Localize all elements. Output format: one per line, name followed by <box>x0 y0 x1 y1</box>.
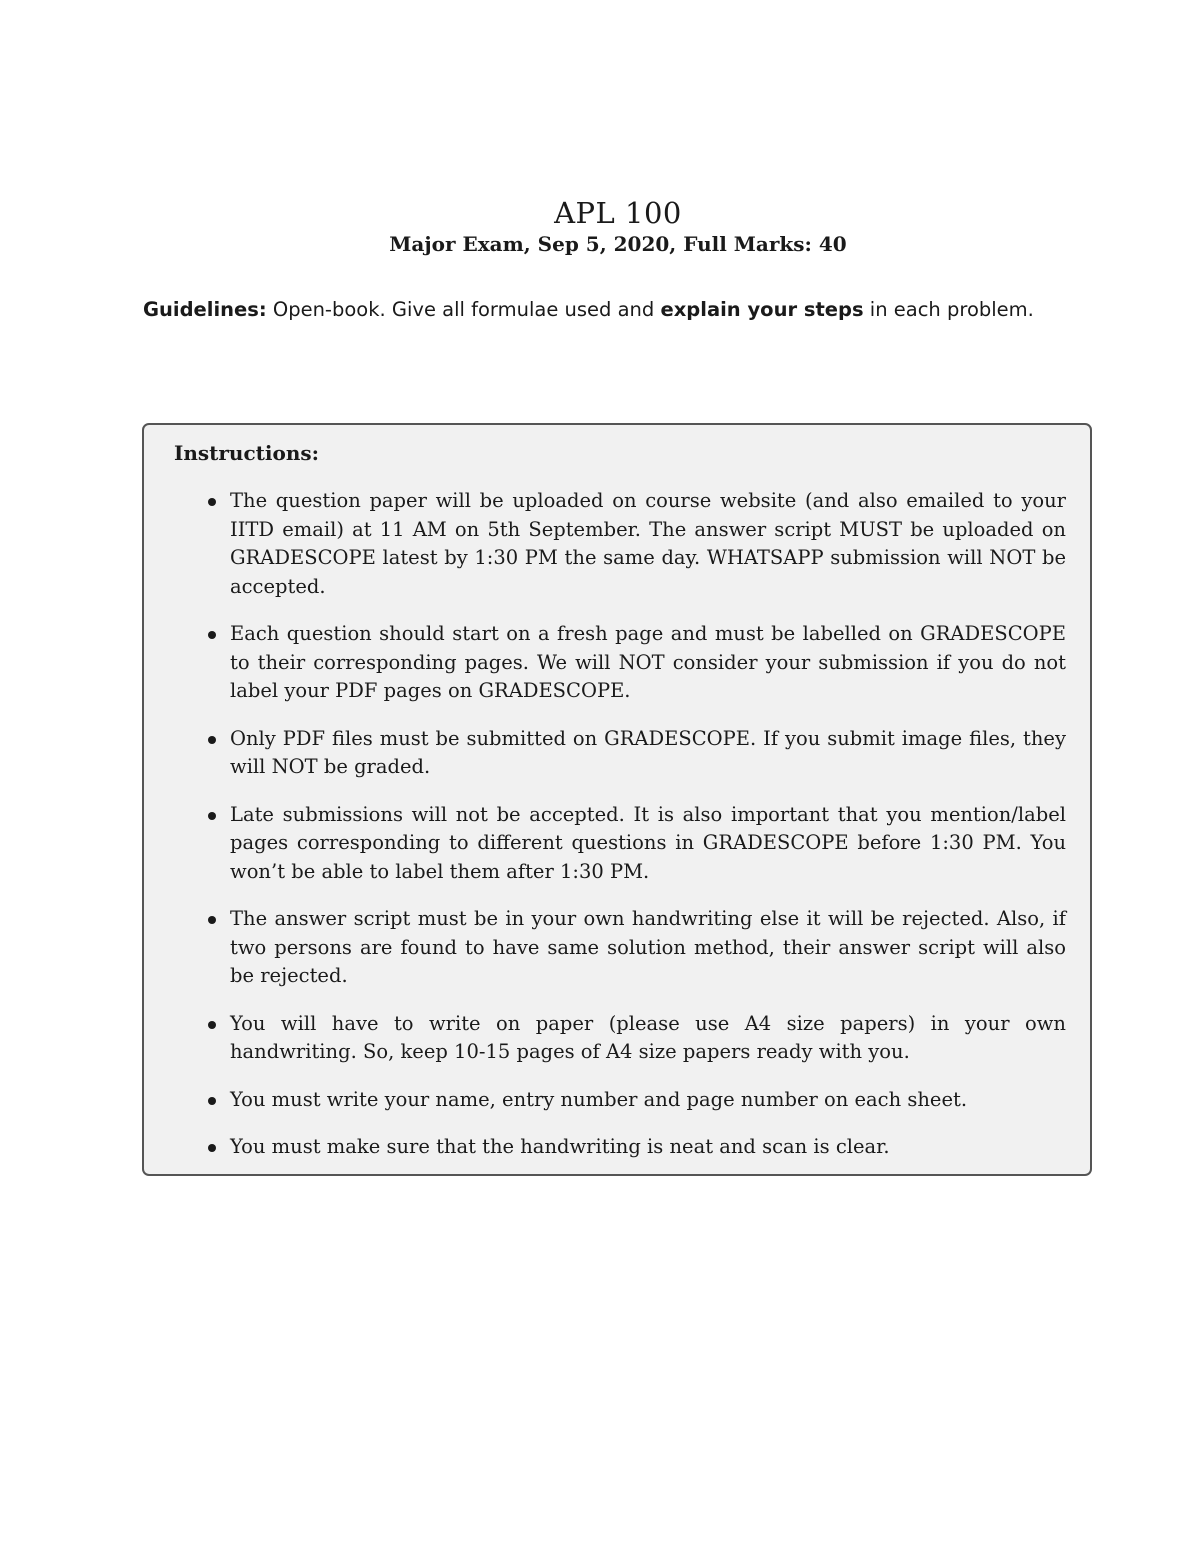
guidelines-label: Guidelines: <box>143 298 267 321</box>
bullet-icon <box>208 631 216 639</box>
guidelines-text-start: Open-book. Give all formulae used and <box>266 298 661 321</box>
instruction-item <box>204 905 1066 991</box>
instructions-box <box>142 423 1092 1176</box>
guidelines <box>143 298 1103 321</box>
page-title: APL 100 <box>554 196 682 230</box>
bullet-icon <box>208 812 216 820</box>
instruction-text: You must make sure that the handwriting is neat and scan is clear. <box>230 1135 890 1158</box>
instructions-list <box>204 487 1066 1181</box>
instruction-text: The question paper will be uploaded on course website (and also emailed to your IITD email) at 11 AM on 5th September. The answer script MUST be uploaded on GRADESCOPE latest by 1:30 PM the same day. WHATSAPP submission will NOT be accepted. <box>230 489 1066 598</box>
instruction-item <box>204 487 1066 601</box>
instruction-text: Only PDF files must be submitted on GRADESCOPE. If you submit image files, they will NOT be graded. <box>230 726 1066 778</box>
instruction-item <box>204 620 1066 706</box>
instruction-item <box>204 725 1066 782</box>
instructions-heading: Instructions: <box>174 441 320 465</box>
bullet-icon <box>208 1144 216 1152</box>
bullet-icon <box>208 498 216 506</box>
instruction-text: You will have to write on paper (please use A4 size papers) in your own handwriting. So, keep 10-15 pages of A4 size papers ready with you. <box>230 1011 1066 1063</box>
bullet-icon <box>208 1021 216 1029</box>
instruction-item <box>204 1010 1066 1067</box>
guidelines-emphasis: explain your steps <box>660 298 864 321</box>
instruction-item <box>204 1133 1066 1162</box>
exam-subtitle: Major Exam, Sep 5, 2020, Full Marks: 40 <box>389 232 847 256</box>
instruction-text: You must write your name, entry number and page number on each sheet. <box>230 1087 968 1111</box>
instruction-text: The answer script must be in your own handwriting else it will be rejected. Also, if two persons are found to have same solution method, their answer script will also be rejected. <box>230 907 1066 987</box>
bullet-icon <box>208 736 216 744</box>
instruction-text: Late submissions will not be accepted. It is also important that you mention/label pages corresponding to different questions in GRADESCOPE before 1:30 PM. You won’t be able to label them after 1:30 PM. <box>230 802 1066 883</box>
bullet-icon <box>208 916 216 924</box>
bullet-icon <box>208 1097 216 1105</box>
instruction-item <box>204 1086 1066 1115</box>
instruction-text: Each question should start on a fresh page and must be labelled on GRADESCOPE to their corresponding pages. We will NOT consider your submission if you do not label your PDF pages on GRADESCOPE. <box>230 622 1066 702</box>
instruction-item <box>204 801 1066 887</box>
guidelines-text-end: in each problem. <box>863 298 1034 321</box>
